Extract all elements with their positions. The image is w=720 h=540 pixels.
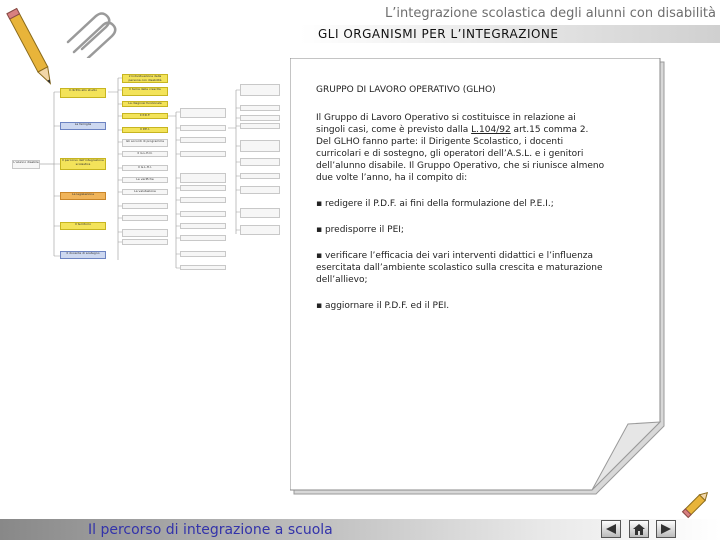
- task-bullet: ▪ redigere il P.D.F. ai fini della formulazione del P.E.I.;: [316, 199, 554, 209]
- presentation-title: L’integrazione scolastica degli alunni con disabilità: [385, 6, 716, 21]
- mindmap-node: [180, 108, 226, 118]
- mindmap-node: [240, 123, 280, 129]
- content-text: [316, 84, 606, 312]
- mindmap-node: [240, 140, 280, 152]
- task-bullet: ▪ predisporre il PEI;: [316, 225, 404, 235]
- mindmap-node: [180, 137, 226, 143]
- mindmap-node: [180, 197, 226, 203]
- mindmap-node: [180, 211, 226, 217]
- mindmap-node: [240, 115, 280, 121]
- home-icon: [633, 524, 645, 535]
- mindmap-node: Il P.E.I.: [122, 127, 168, 133]
- mindmap-node: Il territorio: [60, 222, 106, 230]
- mindmap-node: La valutazione: [122, 189, 168, 195]
- mindmap-node: [180, 173, 226, 183]
- forward-arrow-icon: [660, 524, 672, 534]
- task-bullet: ▪ aggiornare il P.D.F. ed il PEI.: [316, 301, 450, 311]
- mindmap-node: [180, 185, 226, 191]
- mindmap-node: [240, 225, 280, 235]
- mindmap-node: [180, 235, 226, 241]
- mindmap-node: L’individuazione della persona con disabilità: [122, 74, 168, 83]
- mindmap-node: Il diritto allo studio: [60, 88, 106, 98]
- mindmap-node: [122, 229, 168, 237]
- mindmap-diagram: [8, 70, 288, 270]
- mindmap-node: Il docente di sostegno: [60, 251, 106, 259]
- mindmap-node: [122, 215, 168, 221]
- mindmap-node: [180, 223, 226, 229]
- forward-button[interactable]: [656, 520, 676, 538]
- mindmap-node: La legislazione: [60, 192, 106, 200]
- paperclip-icon: [64, 12, 124, 58]
- task-bullet: ▪ verificare l’efficacia dei vari interventi didattici e l’influenza esercitata dall’ambiente scolastico sulla crescita e maturazione dell’allievo;: [316, 251, 603, 285]
- footer-title: Il percorso di integrazione a scuola: [88, 522, 333, 538]
- mindmap-node: [240, 186, 280, 194]
- mindmap-node: [180, 125, 226, 131]
- mindmap-node: Gli accordi di programma: [122, 139, 168, 147]
- law-reference: L.104/92: [471, 125, 511, 135]
- mindmap-node: Il P.D.F.: [122, 113, 168, 119]
- mindmap-node: [180, 265, 226, 270]
- mindmap-node: [240, 105, 280, 111]
- back-button[interactable]: [601, 520, 621, 538]
- mindmap-node: [240, 208, 280, 218]
- mindmap-node: [180, 251, 226, 257]
- mindmap-node: [240, 84, 280, 96]
- intro-text: Il Gruppo di Lavoro Operativo si costituisce in relazione ai singoli casi, come è previsto dalla: [316, 113, 576, 135]
- mindmap-node: [240, 173, 280, 179]
- mindmap-node: [122, 239, 168, 245]
- mindmap-node: Il tema della crescita: [122, 87, 168, 96]
- intro-paragraph: [316, 112, 606, 184]
- mindmap-node: La diagnosi funzionale: [122, 101, 168, 107]
- mindmap-node: Il G.L.H.I.: [122, 165, 168, 171]
- intro-text-continued: art.15 comma 2. Del GLHO fanno parte: il Dirigente Scolastico, i docenti curricolari e di sostegno, gli operatori dell’A.S.L. e i genitori dell’alunno disabile. Il Gruppo Operativo, che si riunisce almeno due volte l’anno, ha il compito di:: [316, 125, 605, 183]
- mindmap-node: Le verifiche: [122, 177, 168, 183]
- mindmap-node: La famiglia: [60, 122, 106, 130]
- mindmap-node: Il G.L.H.O.: [122, 151, 168, 157]
- section-title: GLI ORGANISMI PER L’INTEGRAZIONE: [318, 27, 559, 41]
- mindmap-node: Il percorso dell’integrazione scolastica: [60, 158, 106, 170]
- home-button[interactable]: [629, 520, 649, 538]
- mindmap-node-root: L’alunno disabile: [12, 160, 40, 169]
- content-heading: GRUPPO DI LAVORO OPERATIVO (GLHO): [316, 85, 496, 95]
- mindmap-node: [122, 203, 168, 209]
- mindmap-node: [240, 158, 280, 166]
- pencil-icon: [678, 486, 714, 522]
- mindmap-node: [180, 151, 226, 157]
- back-arrow-icon: [605, 524, 617, 534]
